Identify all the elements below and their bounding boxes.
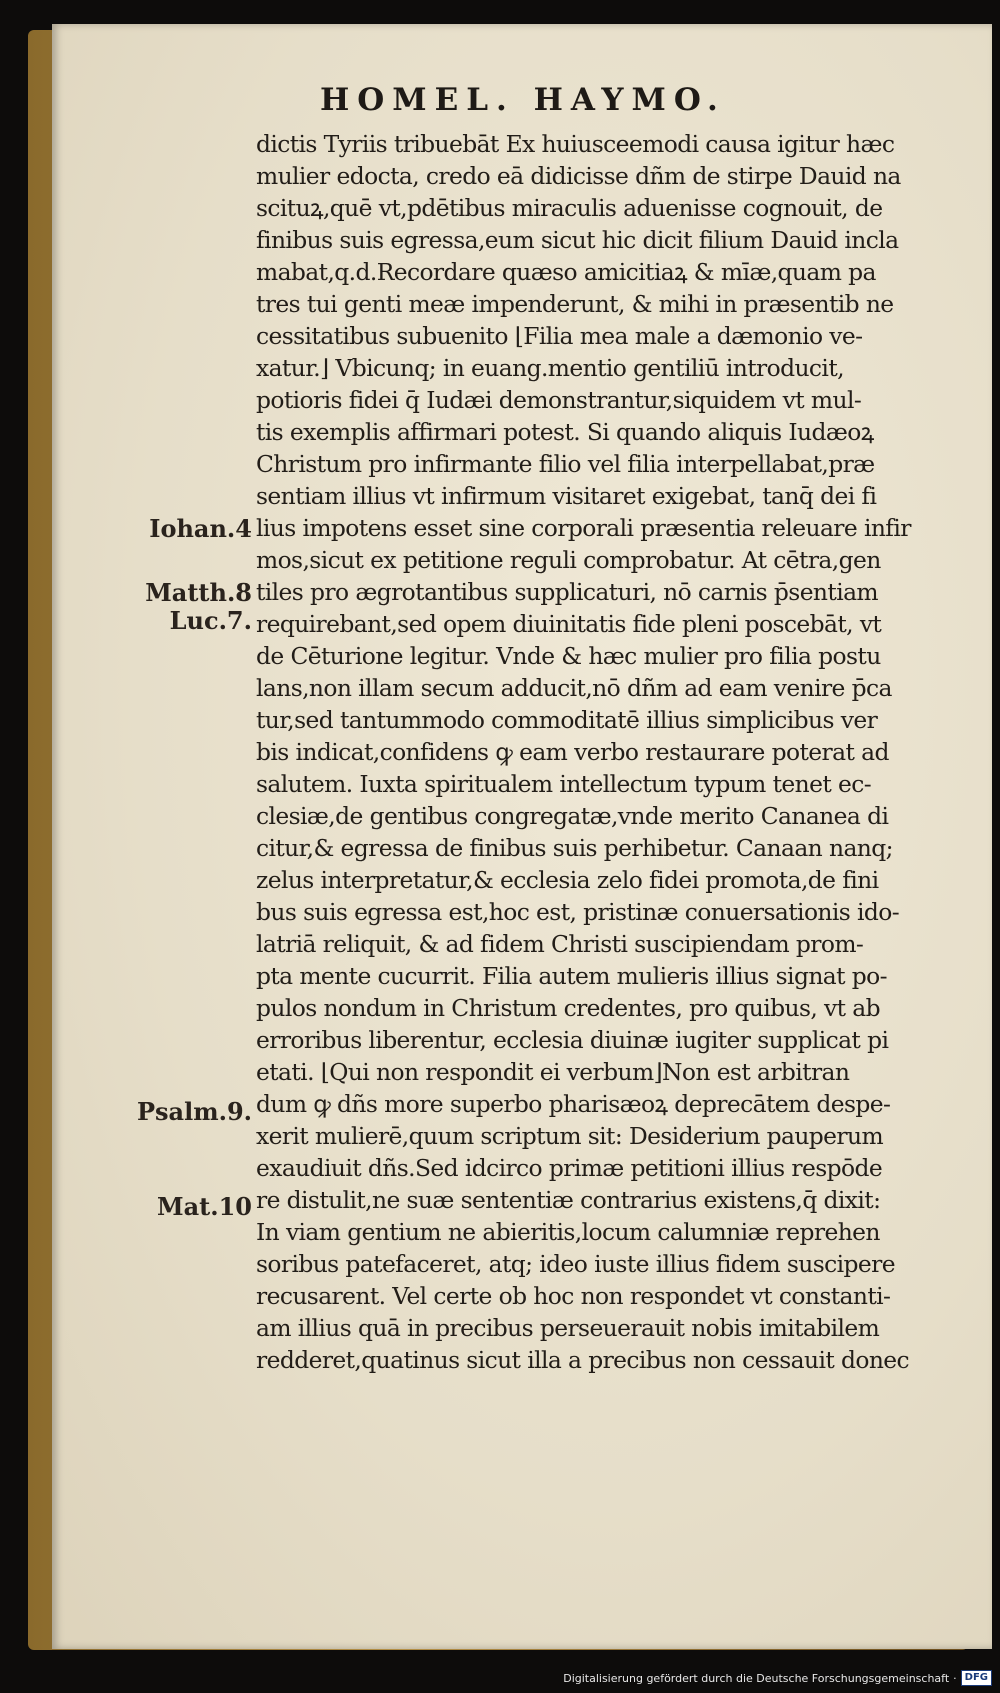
text-line: etati. ⌊Qui non respondit ei verbum⌋Non est arbitran (256, 1058, 850, 1086)
text-line: soribus patefaceret, atq; ideo iuste illius fidem suscipere (256, 1250, 895, 1278)
text-line: re distulit,ne suæ sententiæ contrarius existens,q̄ dixit: (256, 1186, 881, 1214)
dfg-logo-icon: DFG (961, 1670, 992, 1686)
text-line: pta mente cucurrit. Filia autem mulieris illius signat po- (256, 962, 887, 990)
text-line: recusarent. Vel certe ob hoc non respondet vt constanti- (256, 1282, 891, 1310)
text-line: dum ꝙ dñs more superbo pharisæoꝝ deprecātem despe- (256, 1090, 891, 1118)
margin-note-psalm: Psalm.9. (136, 1097, 252, 1126)
text-line: scituꝝ,quē vt,pdētibus miraculis aduenisse cognouit, de (256, 194, 883, 222)
body-text (256, 128, 966, 1376)
text-line: mos,sicut ex petitione reguli comprobatur. At cētra,gen (256, 546, 881, 574)
text-line: exaudiuit dñs.Sed idcirco primæ petitioni illius respōde (256, 1154, 883, 1182)
margin-note-johan: Iohan.4 (149, 514, 252, 543)
text-line: tis exemplis affirmari potest. Si quando aliquis Iudæoꝝ (256, 418, 874, 446)
text-line: finibus suis egressa,eum sicut hic dicit filium Dauid incla (256, 226, 899, 254)
text-line: am illius quā in precibus perseuerauit nobis imitabilem (256, 1314, 880, 1342)
text-line: citur,& egressa de finibus suis perhibetur. Canaan nanq; (256, 834, 893, 862)
margin-note-matth: Matth.8 (145, 578, 252, 607)
margin-note-luc: Luc.7. (169, 606, 252, 635)
text-line: mabat,q.d.Recordare quæso amicitiaꝝ & mīæ,quam pa (256, 258, 876, 286)
text-line: zelus interpretatur,& ecclesia zelo fidei promota,de fini (256, 866, 879, 894)
footer-credit (563, 1667, 992, 1689)
running-title: HOMEL. HAYMO. (320, 82, 726, 118)
text-line: clesiæ,de gentibus congregatæ,vnde merito Cananea di (256, 802, 889, 830)
text-line: sentiam illius vt infirmum visitaret exigebat, tanq̄ dei fi (256, 482, 877, 510)
text-line: cessitatibus subuenito ⌊Filia mea male a dæmonio ve- (256, 322, 863, 350)
text-line: tur,sed tantummodo commoditatē illius simplicibus ver (256, 706, 878, 734)
text-line: lans,non illam secum adducit,nō dñm ad eam venire p̄ca (256, 674, 892, 702)
text-line: dictis Tyriis tribuebāt Ex huiusceemodi causa igitur hæc (256, 130, 895, 158)
text-line: In viam gentium ne abieritis,locum calumniæ reprehen (256, 1218, 880, 1246)
text-line: lius impotens esset sine corporali præsentia releuare infir (256, 514, 911, 542)
text-line: bis indicat,confidens ꝙ eam verbo restaurare poterat ad (256, 738, 889, 766)
text-line: xatur.⌋ Vbicunq; in euang.mentio gentiliū introducit, (256, 354, 844, 382)
text-line: tres tui genti meæ impenderunt, & mihi in præsentib ne (256, 290, 894, 318)
text-line: salutem. Iuxta spiritualem intellectum typum tenet ec- (256, 770, 872, 798)
text-line: erroribus liberentur, ecclesia diuinæ iugiter supplicat pi (256, 1026, 889, 1054)
text-line: redderet,quatinus sicut illa a precibus non cessauit donec (256, 1346, 910, 1374)
footer-credit-text: Digitalisierung gefördert durch die Deutsche Forschungsgemeinschaft (563, 1671, 950, 1685)
text-line: mulier edocta, credo eā didicisse dñm de stirpe Dauid na (256, 162, 901, 190)
margin-note-mat10: Mat.10 (157, 1192, 252, 1221)
text-line: bus suis egressa est,hoc est, pristinæ conuersationis ido- (256, 898, 900, 926)
text-line: requirebant,sed opem diuinitatis fide pleni poscebāt, vt (256, 610, 882, 638)
text-line: de Cēturione legitur. Vnde & hæc mulier pro filia postu (256, 642, 881, 670)
text-line: potioris fidei q̄ Iudæi demonstrantur,siquidem vt mul- (256, 386, 862, 414)
text-line: tiles pro ægrotantibus supplicaturi, nō carnis p̄sentiam (256, 578, 879, 606)
footer-separator: · (953, 1671, 957, 1685)
text-line: latriā reliquit, & ad fidem Christi suscipiendam prom- (256, 930, 864, 958)
text-line: Christum pro infirmante filio vel filia interpellabat,præ (256, 450, 875, 478)
text-line: xerit mulierē,quum scriptum sit: Desiderium pauperum (256, 1122, 884, 1150)
text-line: pulos nondum in Christum credentes, pro quibus, vt ab (256, 994, 880, 1022)
